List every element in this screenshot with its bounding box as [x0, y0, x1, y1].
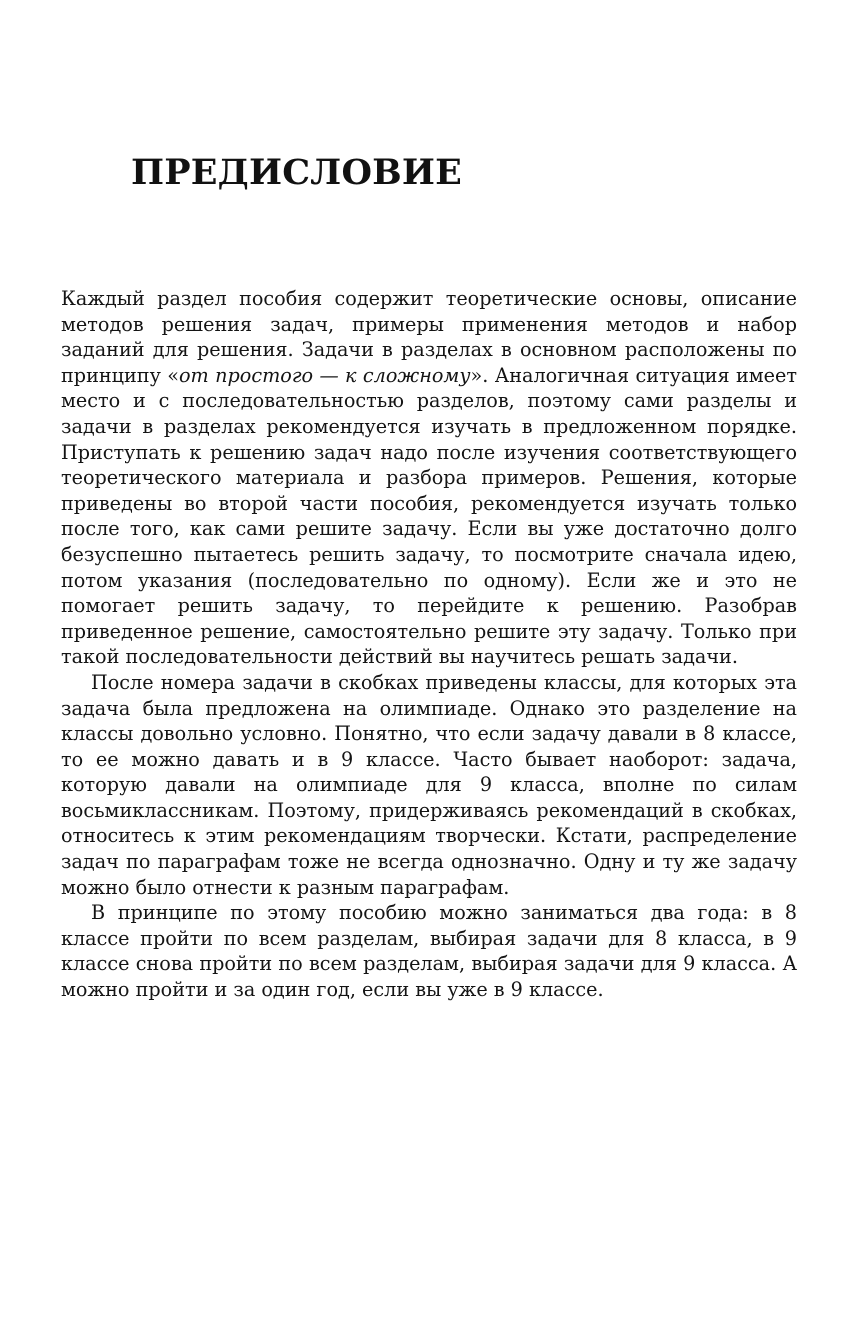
paragraph-1-italic-phrase: от простого — к сложному — [179, 363, 471, 387]
paragraph-3: В принципе по этому пособию можно заниматься два года: в 8 классе пройти по всем разделам, выбирая задачи для 8 класса, в 9 классе снова пройти по всем разделам, выбирая задачи для 9 класса. А можно пройти и за один год, если вы уже в 9 классе. — [61, 901, 797, 1002]
page-title: ПРЕДИСЛОВИЕ — [131, 152, 463, 193]
paragraph-1-part-1: Каждый раздел пособия содержит теоретические основы, описание методов решения задач, примеры применения методов и набор заданий для решения. Задачи в разделах в основном расположены по принципу « — [61, 287, 797, 387]
paragraph-2: После номера задачи в скобках приведены классы, для которых эта задача была предложена на олимпиаде. Однако это разделение на классы довольно условно. Понятно, что если задачу давали в 8 классе, то ее можно давать и в 9 классе. Часто бывает наоборот: задача, которую давали на олимпиаде для 9 класса, вполне по силам восьмиклассникам. Поэтому, придерживаясь рекомендаций в скобках, относитесь к этим рекомендациям творчески. Кстати, распределение задач по параграфам тоже не всегда однозначно. Одну и ту же задачу можно было отнести к разным параграфам. — [61, 670, 797, 899]
paragraph-1 — [61, 286, 797, 670]
preface-body — [61, 286, 797, 1003]
paragraph-1-part-2: ». Аналогичная ситуация имеет место и с последовательностью разделов, поэтому сами разделы и задачи в разделах рекомендуется изучать в предложенном порядке. Приступать к решению задач надо после изучения соответствующего теоретического материала и разбора примеров. Решения, которые приведены во второй части пособия, рекомендуется изучать только после того, как сами решите задачу. Если вы уже достаточно долго безуспешно пытаетесь решить задачу, то посмотрите сначала идею, потом указания (последовательно по одному). Если же и это не помогает решить задачу, то перейдите к решению. Разобрав приведенное решение, самостоятельно решите эту задачу. Только при такой последовательности действий вы научитесь решать задачи. — [61, 363, 797, 669]
